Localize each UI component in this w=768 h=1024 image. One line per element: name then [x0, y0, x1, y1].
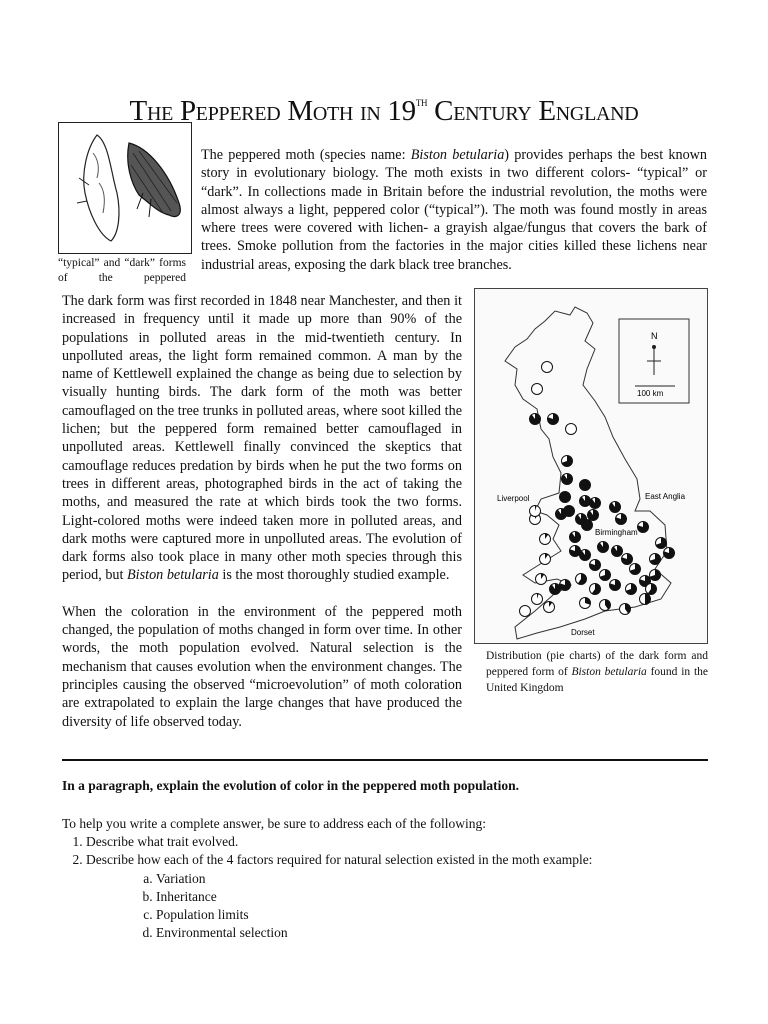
pie-dark-slice	[570, 532, 581, 543]
intro-text-cont: ) provides perhaps the best known story in evolutionary biology. The moth exists in two different colors- “typical” or “dark”. In collections made in Britain before the industrial revolution, the moths were almost always a light, peppered color (“typical”). The moth was found mostly in areas where trees were covered with lichen- a grayish algae/fungus that covers the bark of trees. Smoke pollution from the factories in the major cities killed these lichens near industrial areas, exposing the dark black tree branches.	[201, 147, 708, 273]
help-item-text: Describe how each of the 4 factors required for natural selection existed in the moth example:	[86, 852, 593, 868]
intro-paragraph	[201, 146, 707, 274]
factor-item: c. Population limits	[156, 906, 592, 924]
distribution-map	[474, 288, 708, 644]
factor-list	[86, 870, 592, 943]
map-caption-species: Biston betularia	[571, 666, 647, 678]
map-figure	[474, 288, 712, 696]
title-text-end: Century England	[427, 95, 639, 127]
species-name: Biston betularia	[127, 567, 219, 584]
main-body	[62, 292, 708, 749]
help-list	[62, 833, 592, 942]
evolution-paragraph: When the coloration in the environment of the peppered moth changed, the population of moths changed in form over time. In other words, the moth population evolved. Natural selection is the mechanism that causes evolution when the environment changes. The principles causing the observed “microevolution” of moth coloration are extrapolated to explain the large changes that have produced the diversity of life observed today.	[62, 603, 462, 730]
pie-marker	[532, 384, 543, 395]
scale-label: 100 km	[637, 389, 664, 398]
pie-dark-slice	[590, 498, 601, 509]
intro-text: The peppered moth (species name:	[201, 147, 411, 163]
help-intro: To help you write a complete answer, be sure to address each of the following:	[62, 816, 487, 831]
pie-dark-slice	[580, 496, 591, 507]
help-section	[62, 815, 592, 942]
pie-dark-slice	[560, 492, 571, 503]
pie-dark-slice	[582, 520, 593, 531]
pie-marker	[520, 606, 531, 617]
pie-dark-slice	[598, 542, 609, 553]
label-dorset: Dorset	[571, 628, 595, 637]
factor-item: a. Variation	[156, 870, 592, 888]
factor-item: b. Inheritance	[156, 888, 592, 906]
pie-marker	[566, 424, 577, 435]
divider	[62, 759, 708, 761]
pie-dark-slice	[580, 480, 591, 491]
pie-dark-slice	[562, 474, 573, 485]
para2-text-end: is the most thoroughly studied example.	[218, 567, 450, 584]
moth-illustration	[58, 122, 192, 254]
pie-dark-slice	[580, 550, 591, 561]
label-birmingham: Birmingham	[595, 528, 638, 537]
moth-caption: “typical” and “dark” forms of the peppered	[58, 257, 186, 284]
pie-marker	[542, 362, 553, 373]
map-caption	[474, 644, 712, 696]
help-item: 1. Describe what trait evolved.	[86, 833, 592, 851]
question-prompt: In a paragraph, explain the evolution of color in the peppered moth population.	[62, 778, 520, 793]
pie-dark-slice	[556, 509, 567, 520]
species-name: Biston betularia	[410, 147, 505, 163]
para2-text: The dark form was first recorded in 1848 near Manchester, and then it increased in frequency until it made up more than 90% of the populations in polluted areas in the mid-twentieth century. In unpolluted areas, the light form remained common. A man by the name of Kettlewell explained the change as being due to selection by visually hunting birds. The dark form of the moth was better camouflaged on the tree trunks in polluted areas, where soot killed the lichen; but the peppered form remained better camouflaged in unpolluted areas. Kettlewell finally convinced the skeptics that camouflage reduces predation by birds when he put the two forms on trees in different areas, photographed birds in the act of taking the moths, and measured the rate at which birds took the two forms. Light-colored moths were indeed taken more in polluted areas, and dark moths were captured more in unpolluted areas. The evolution of dark forms also took place in many other moth species through this period, but	[62, 293, 462, 584]
pie-dark-slice	[610, 502, 621, 513]
pie-dark-slice	[612, 546, 623, 557]
label-liverpool: Liverpool	[497, 494, 530, 503]
north-label: N	[651, 331, 658, 341]
help-item	[86, 851, 592, 942]
map-caption-text: Distribution (pie charts) of the dark form and peppered form of	[486, 650, 708, 678]
title-text: The Peppered Moth in 19	[129, 95, 416, 127]
factor-item: d. Environmental selection	[156, 924, 592, 942]
label-east-anglia: East Anglia	[645, 492, 686, 501]
pie-dark-slice	[550, 584, 561, 595]
pie-dark-slice	[530, 414, 541, 425]
map-caption-text-end: found in the United Kingdom	[486, 666, 709, 694]
title-superscript: th	[415, 94, 428, 109]
